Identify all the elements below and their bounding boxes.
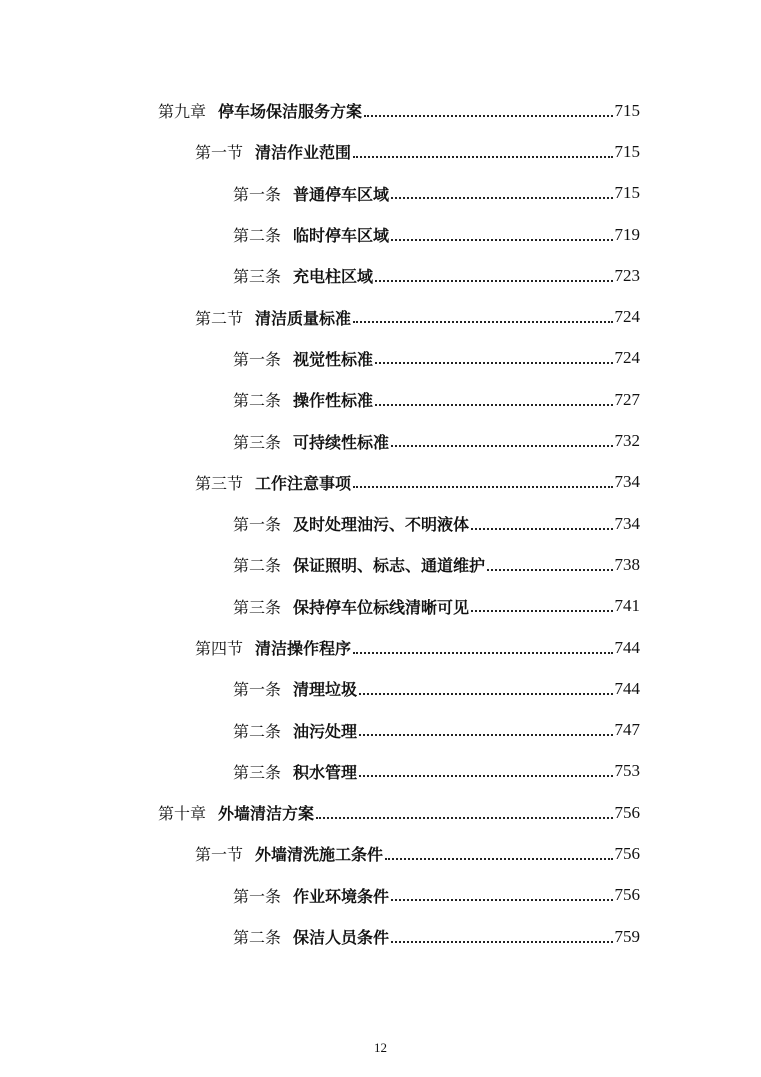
- toc-entry-page: 724: [614, 348, 640, 368]
- toc-entry-page: 756: [614, 843, 640, 863]
- toc-entry-title: 及时处理油污、不明液体: [293, 515, 470, 535]
- toc-entry[interactable]: [0, 751, 761, 792]
- toc-entry-number: 第二条: [233, 556, 282, 576]
- dot-leader: [391, 429, 612, 447]
- toc-entry-title: 普通停车区域: [293, 184, 390, 204]
- toc-entry[interactable]: [0, 462, 761, 503]
- toc-entry-number: 第一条: [233, 886, 282, 906]
- toc-entry-title: 可持续性标准: [293, 432, 390, 452]
- dot-leader: [391, 181, 612, 199]
- toc-entry-number: 第十章: [158, 804, 207, 824]
- toc-entry[interactable]: [0, 709, 761, 750]
- toc-entry-title: 保证照明、标志、通道维护: [293, 556, 486, 576]
- dot-leader: [353, 636, 612, 654]
- toc-entry-number: 第一条: [233, 184, 282, 204]
- toc-entry-title: 临时停车区域: [293, 226, 390, 246]
- dot-leader: [359, 759, 612, 777]
- toc-entry-title: 视觉性标准: [293, 349, 374, 369]
- toc-entry-page: 734: [614, 513, 640, 533]
- toc-entry-title: 工作注意事项: [255, 473, 352, 493]
- toc-entry-page: 741: [614, 596, 640, 616]
- toc-entry-number: 第三条: [233, 432, 282, 452]
- toc-entry-title: 操作性标准: [293, 391, 374, 411]
- table-of-contents: [0, 90, 761, 957]
- toc-entry-number: 第二节: [195, 308, 244, 328]
- dot-leader: [353, 140, 612, 158]
- toc-entry[interactable]: [0, 90, 761, 131]
- toc-entry-title: 清理垃圾: [293, 680, 358, 700]
- dot-leader: [364, 99, 612, 117]
- dot-leader: [359, 677, 612, 695]
- toc-entry-number: 第二条: [233, 721, 282, 741]
- dot-leader: [375, 346, 612, 364]
- toc-entry-number: 第一条: [233, 680, 282, 700]
- toc-entry-title: 清洁操作程序: [255, 639, 352, 658]
- toc-entry[interactable]: [0, 131, 761, 172]
- toc-entry-page: 734: [614, 472, 640, 492]
- dot-leader: [487, 553, 612, 571]
- dot-leader: [353, 470, 612, 488]
- dot-leader: [375, 388, 612, 406]
- dot-leader: [353, 305, 612, 323]
- toc-entry-title: 积水管理: [293, 762, 358, 782]
- toc-entry-number: 第一节: [195, 845, 244, 865]
- toc-entry-page: 756: [614, 802, 640, 822]
- dot-leader: [471, 512, 612, 530]
- toc-entry-title: 油污处理: [293, 721, 358, 741]
- toc-entry-title: 保洁人员条件: [293, 928, 390, 948]
- toc-entry[interactable]: [0, 420, 761, 461]
- toc-entry-page: 732: [614, 431, 640, 451]
- dot-leader: [391, 925, 612, 943]
- dot-leader: [391, 883, 612, 901]
- toc-entry-number: 第一条: [233, 515, 282, 535]
- toc-entry-page: 715: [614, 183, 640, 203]
- dot-leader: [316, 801, 612, 819]
- toc-entry-page: 744: [614, 678, 640, 698]
- toc-entry-number: 第二条: [233, 226, 282, 246]
- dot-leader: [385, 842, 612, 860]
- toc-entry-page: 723: [614, 265, 640, 285]
- toc-entry-title: 外墙清洁方案: [218, 804, 315, 824]
- toc-entry-number: 第一节: [195, 143, 244, 163]
- toc-entry-page: 719: [614, 224, 640, 244]
- toc-entry[interactable]: [0, 916, 761, 957]
- toc-entry[interactable]: [0, 586, 761, 627]
- toc-entry-page: 753: [614, 761, 640, 781]
- toc-entry-title: 外墙清洗施工条件: [255, 845, 384, 865]
- toc-entry[interactable]: [0, 627, 761, 668]
- toc-entry[interactable]: [0, 338, 761, 379]
- toc-entry[interactable]: [0, 875, 761, 916]
- toc-entry-page: 727: [614, 389, 640, 409]
- toc-entry-number: 第三条: [233, 597, 282, 617]
- toc-entry-title: 清洁作业范围: [255, 143, 352, 163]
- toc-entry-page: 738: [614, 554, 640, 574]
- toc-entry-number: 第三条: [233, 267, 282, 287]
- toc-entry[interactable]: [0, 173, 761, 214]
- toc-entry-page: 756: [614, 885, 640, 905]
- toc-entry-page: 747: [614, 720, 640, 740]
- toc-entry-page: 759: [614, 926, 640, 946]
- toc-entry-title: 停车场保洁服务方案: [218, 102, 363, 122]
- toc-entry[interactable]: [0, 296, 761, 337]
- toc-entry[interactable]: [0, 379, 761, 420]
- toc-entry-number: 第二条: [233, 391, 282, 411]
- toc-entry-number: 第四节: [195, 639, 244, 658]
- toc-entry-number: 第九章: [158, 102, 207, 122]
- toc-entry[interactable]: [0, 255, 761, 296]
- toc-entry[interactable]: [0, 503, 761, 544]
- toc-entry-title: 充电柱区域: [293, 267, 374, 287]
- toc-entry-number: 第一条: [233, 349, 282, 369]
- toc-entry[interactable]: [0, 214, 761, 255]
- toc-entry[interactable]: [0, 792, 761, 833]
- toc-entry-title: 作业环境条件: [293, 886, 390, 906]
- toc-entry-page: 724: [614, 307, 640, 327]
- toc-entry-number: 第三条: [233, 762, 282, 782]
- dot-leader: [359, 718, 612, 736]
- toc-entry-title: 清洁质量标准: [255, 308, 352, 328]
- toc-entry-title: 保持停车位标线清晰可见: [293, 597, 470, 617]
- dot-leader: [471, 594, 612, 612]
- toc-entry-page: 744: [614, 637, 640, 657]
- toc-entry[interactable]: [0, 668, 761, 709]
- toc-entry-page: 715: [614, 141, 640, 161]
- page-number: 12: [374, 1040, 387, 1055]
- toc-entry[interactable]: [0, 833, 761, 874]
- toc-entry-number: 第三节: [195, 473, 244, 493]
- toc-entry-page: 715: [614, 100, 640, 120]
- toc-entry[interactable]: [0, 544, 761, 585]
- dot-leader: [375, 264, 612, 282]
- dot-leader: [391, 223, 612, 241]
- toc-entry-number: 第二条: [233, 928, 282, 948]
